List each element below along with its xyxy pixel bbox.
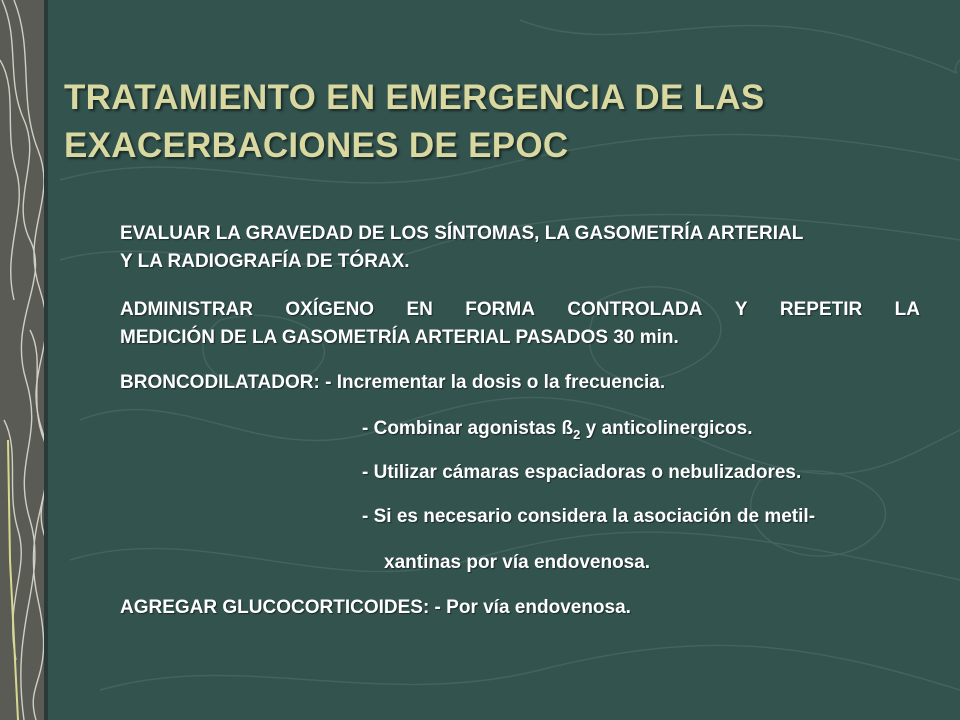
oxygen-word: FORMA: [465, 299, 535, 320]
slide-title: [64, 74, 924, 170]
bronchodilator-item-2-text: - Combinar agonistas ß: [362, 418, 574, 439]
oxygen-word: ADMINISTRAR: [120, 299, 253, 320]
bronchodilator-item-2: [362, 417, 752, 447]
bronchodilator-line: BRONCODILATADOR: - Incrementar la dosis o la frecuencia.: [120, 372, 666, 393]
glucocorticoid-line: AGREGAR GLUCOCORTICOIDES: - Por vía endovenosa.: [120, 597, 631, 618]
oxygen-word: Y: [734, 299, 748, 320]
oxygen-word: EN: [406, 299, 433, 320]
oxygen-word: OXÍGENO: [285, 299, 375, 320]
oxygen-line-1: [120, 298, 920, 322]
evaluate-line-2: Y LA RADIOGRAFÍA DE TÓRAX.: [120, 251, 410, 272]
oxygen-word: CONTROLADA: [567, 299, 703, 320]
bronchodilator-item-4-line-1: - Si es necesario considera la asociación de metil-: [362, 506, 816, 527]
oxygen-line-2: MEDICIÓN DE LA GASOMETRÍA ARTERIAL PASADOS 30 min.: [120, 327, 679, 348]
oxygen-word: LA: [894, 299, 920, 320]
oxygen-word: REPETIR: [779, 299, 863, 320]
slide-title-line-1: TRATAMIENTO EN EMERGENCIA DE LAS: [64, 78, 765, 117]
evaluate-line-1: EVALUAR LA GRAVEDAD DE LOS SÍNTOMAS, LA GASOMETRÍA ARTERIAL: [120, 223, 804, 244]
bronchodilator-item-4-line-2: xantinas por vía endovenosa.: [384, 552, 651, 573]
topographic-map-strip: [0, 0, 48, 720]
beta-subscript: 2: [573, 426, 581, 442]
slide-title-line-2: EXACERBACIONES DE EPOC: [64, 126, 569, 165]
bronchodilator-item-3: - Utilizar cámaras espaciadoras o nebulizadores.: [362, 462, 802, 483]
bronchodilator-item-2-text-end: y anticolinergicos.: [580, 418, 753, 439]
